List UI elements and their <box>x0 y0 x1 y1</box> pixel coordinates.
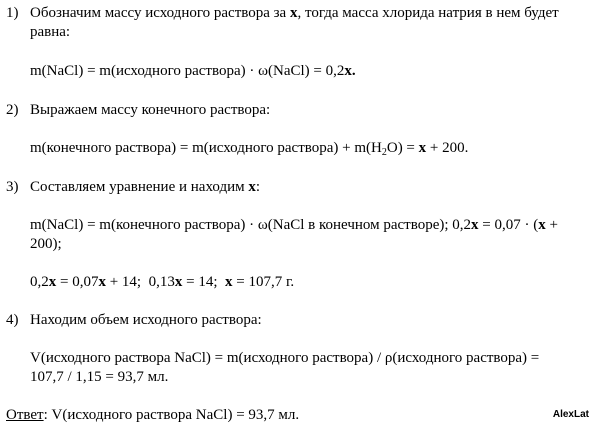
step-2-text: Выражаем массу конечного раствора: <box>30 102 271 118</box>
step-3-text: Составляем уравнение и находим x: <box>30 179 261 195</box>
variable-x: x <box>289 5 298 21</box>
step-1-text-line2: равна: <box>30 24 71 40</box>
step-3-number: 3) <box>6 179 19 195</box>
step-1-text: Обозначим массу исходного раствора за x, тогда масса хлорида натрия в нем будет <box>30 5 559 21</box>
step-4-text: Находим объем исходного раствора: <box>30 312 262 328</box>
answer-label: Ответ <box>6 407 44 423</box>
step-4-number: 4) <box>6 312 19 328</box>
answer <box>6 406 566 425</box>
author-signature: AlexLat <box>552 409 589 420</box>
step-4-formula-line2: 107,7 / 1,15 = 93,7 мл. <box>30 369 169 385</box>
step-2-formula: m(конечного раствора) = m(исходного раствора) + $m(H_2O) = x + 200$. <box>30 140 469 158</box>
step-4-formula-line1: V(исходного раствора NaCl) = m(исходного раствора) / ρ(исходного раствора) = <box>30 350 540 366</box>
step-1-formula: m(NaCl) = m(исходного раствора) · ω(NaCl) = 0,2x. <box>30 63 356 79</box>
step-2-number: 2) <box>6 102 19 118</box>
step-3-equation-line1: m(NaCl) = m(конечного раствора) · ω(NaCl в конечном растворе); 0,2x = 0,07 · (x + <box>30 217 558 233</box>
step-3-solution: 0,2x = 0,07x + 14; 0,13x = 14; x = 107,7 г. <box>30 274 295 290</box>
step-3-equation-line2: 200); <box>30 236 62 252</box>
step-1-number: 1) <box>6 5 19 21</box>
answer-text: : V(исходного раствора NaCl) = 93,7 мл. <box>43 407 300 423</box>
